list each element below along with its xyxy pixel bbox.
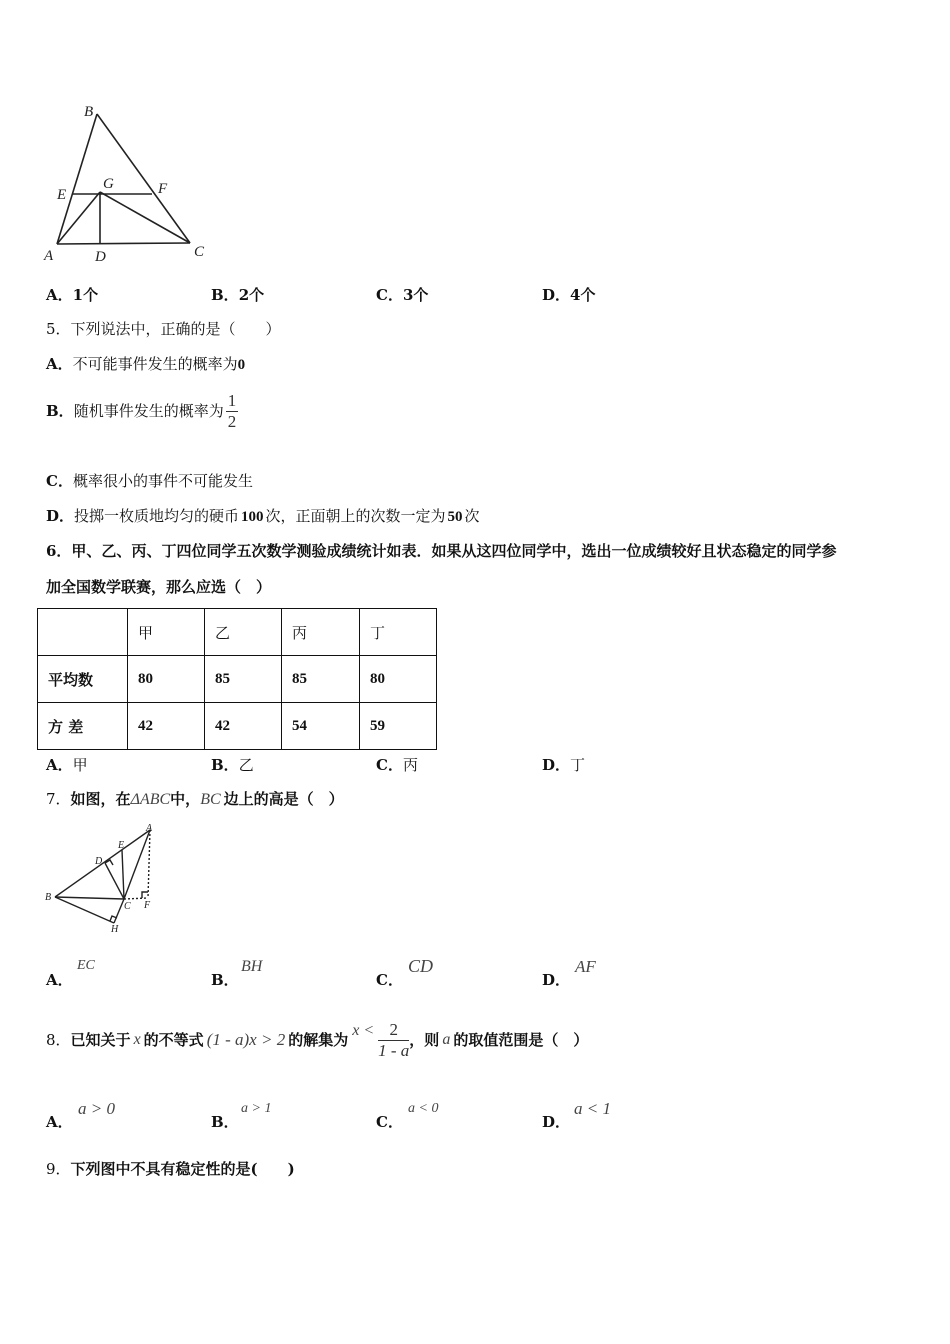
option-label: B． (211, 756, 239, 774)
label-a: A (146, 823, 153, 834)
segment-ch (114, 899, 124, 923)
option-text: 4个 (570, 286, 596, 304)
option-label: C． (46, 472, 73, 490)
option-text: 丁 (570, 756, 586, 774)
triangle-figure (40, 100, 220, 270)
stem-text: 已知关于 (70, 1031, 131, 1049)
score-table (37, 608, 437, 750)
option-label: A． (46, 286, 73, 304)
option-math: CD (408, 956, 434, 976)
option-label: C． (376, 756, 403, 774)
table-header-ding: 丁 (360, 609, 437, 656)
row-label-variance: 方 差 (38, 703, 128, 750)
table-cell: 85 (205, 656, 282, 703)
solution-fraction (378, 1020, 409, 1061)
option-text: 概率很小的事件不可能发生 (72, 472, 253, 490)
table-cell: 80 (128, 656, 205, 703)
edge-ab (57, 114, 97, 244)
stem-text: ，则 (409, 1031, 440, 1049)
table-row-variance (38, 703, 437, 750)
segment-cd (105, 863, 124, 899)
question-number: 8． (46, 1031, 71, 1049)
option-text: 乙 (238, 756, 254, 774)
row-label-mean: 平均数 (38, 656, 128, 703)
variable-x: x (133, 1031, 141, 1048)
table-cell: 85 (282, 656, 360, 703)
option-label: A． (46, 355, 73, 373)
q8-stem (46, 1015, 588, 1065)
segment-gc (100, 192, 190, 243)
q6-stem-line2: 加全国数学联赛，那么应选（ ） (46, 578, 272, 596)
fraction-one-half (226, 391, 239, 432)
q5-option-b[interactable] (46, 388, 238, 434)
q4-option-d[interactable] (542, 285, 595, 305)
option-label: C． (376, 286, 403, 304)
option-text: 3个 (402, 286, 429, 304)
label-c: C (124, 901, 131, 912)
fraction-denominator: 2 (227, 411, 237, 431)
label-b: B (45, 892, 52, 903)
table-cell: 42 (128, 703, 205, 750)
q5-option-d[interactable] (46, 506, 480, 527)
option-label: B． (211, 286, 239, 304)
option-text: 1个 (72, 286, 99, 304)
option-label: C． (376, 971, 403, 989)
label-c: C (194, 244, 205, 260)
fraction-numerator: 1 (227, 390, 237, 410)
q5-stem: 5．下列说法中，正确的是（ ） (46, 320, 281, 338)
triangle-symbol: ΔABC (130, 791, 171, 808)
option-text: 投掷一枚质地均匀的硬币 (74, 507, 240, 525)
stem-text: 下列图中不具有稳定性的是( ) (70, 1160, 295, 1178)
q4-option-a[interactable] (46, 285, 98, 305)
label-d: D (95, 856, 103, 867)
label-f: F (144, 900, 151, 911)
option-label: D． (46, 507, 75, 525)
q6-option-c[interactable] (376, 755, 418, 775)
option-text: 不可能事件发生的概率为 (72, 355, 238, 373)
q8-option-d[interactable] (542, 1099, 662, 1133)
option-math: a < 0 (408, 1101, 439, 1116)
option-text: 丙 (402, 756, 418, 774)
segment-af (148, 830, 150, 898)
option-label: A． (46, 1113, 73, 1131)
q8-option-a[interactable] (46, 1099, 166, 1133)
option-label: A． (46, 756, 73, 774)
solution-lhs: x < (352, 1022, 375, 1039)
stem-text: 的取值范围是（ ） (453, 1031, 589, 1049)
option-text: 随机事件发生的概率为 (73, 402, 224, 420)
stem-text: 边上的高是（ ） (223, 790, 344, 808)
q7-option-d[interactable] (542, 957, 662, 992)
q6-stem-line1: 6．甲、乙、丙、丁四位同学五次数学测验成绩统计如表．如果从这四位同学中，选出一位成绩较好且状态稳定的同学参 (46, 542, 837, 560)
option-label: B． (211, 1113, 239, 1131)
variable-a: a (442, 1031, 451, 1048)
label-e: E (118, 840, 125, 851)
stem-text: 中， (170, 790, 201, 808)
option-value: 0 (237, 357, 246, 373)
option-text: 2个 (238, 286, 265, 304)
stem-text: 的解集为 (288, 1031, 349, 1049)
table-header-row (38, 609, 437, 656)
option-text: 次 (464, 507, 480, 525)
q4-option-b[interactable] (211, 285, 264, 305)
label-f: F (158, 181, 168, 197)
inequality: (1 - a)x > 2 (206, 1030, 286, 1049)
label-d: D (95, 249, 106, 265)
option-math: a < 1 (574, 1099, 611, 1118)
segment-ce (122, 850, 124, 899)
label-h: H (111, 924, 119, 935)
q7-stem (46, 789, 344, 810)
label-a: A (44, 248, 54, 264)
table-cell-empty (38, 609, 128, 656)
option-math: a > 1 (241, 1101, 272, 1116)
number-50: 50 (447, 509, 463, 525)
table-cell: 59 (360, 703, 437, 750)
table-cell: 80 (360, 656, 437, 703)
label-e: E (57, 187, 67, 203)
stem-text: 如图，在 (70, 790, 131, 808)
label-b: B (84, 104, 94, 120)
option-label: B． (46, 402, 74, 420)
q6-option-d[interactable] (542, 755, 585, 775)
number-100: 100 (241, 509, 264, 525)
label-g: G (103, 176, 114, 192)
option-label: C． (376, 1113, 403, 1131)
question-number: 9． (46, 1160, 71, 1178)
segment-bc: BC (200, 791, 221, 808)
q5-option-c[interactable] (46, 471, 253, 491)
table-header-jia: 甲 (128, 609, 205, 656)
stem-text: 的不等式 (143, 1031, 204, 1049)
table-header-yi: 乙 (205, 609, 282, 656)
edge-ca (124, 830, 150, 899)
option-label: D． (542, 1113, 571, 1131)
q8-option-c[interactable] (376, 1101, 496, 1133)
table-header-bing: 丙 (282, 609, 360, 656)
q8-option-b[interactable] (211, 1101, 331, 1133)
option-label: D． (542, 971, 571, 989)
option-text: 次，正面朝上的次数一定为 (265, 507, 446, 525)
option-label: B． (211, 971, 239, 989)
right-angle-f (142, 892, 148, 898)
q6-option-b[interactable] (211, 755, 254, 775)
q7-option-b[interactable] (211, 958, 331, 992)
option-label: A． (46, 971, 73, 989)
option-label: D． (542, 286, 571, 304)
option-math: EC (77, 958, 95, 973)
option-math: AF (575, 957, 596, 976)
option-math: a > 0 (78, 1099, 115, 1118)
segment-bh (55, 897, 114, 923)
table-cell: 54 (282, 703, 360, 750)
fraction-numerator: 2 (378, 1020, 409, 1041)
q4-option-c[interactable] (376, 285, 428, 305)
option-text: 甲 (72, 756, 88, 774)
edge-bc (55, 897, 124, 899)
edge-ba (55, 830, 150, 897)
segment-cf (124, 898, 148, 899)
edge-ac (57, 243, 190, 244)
question-number: 7． (46, 790, 71, 808)
q7-option-a[interactable] (46, 958, 166, 992)
q9-stem (46, 1159, 295, 1179)
table-row-mean (38, 656, 437, 703)
q5-option-a[interactable] (46, 354, 245, 375)
q6-option-a[interactable] (46, 755, 88, 775)
q7-option-c[interactable] (376, 956, 496, 992)
table-cell: 42 (205, 703, 282, 750)
fraction-denominator: 1 - a (378, 1040, 410, 1060)
option-math: BH (241, 958, 263, 975)
option-label: D． (542, 756, 571, 774)
obtuse-triangle-figure (42, 822, 172, 937)
